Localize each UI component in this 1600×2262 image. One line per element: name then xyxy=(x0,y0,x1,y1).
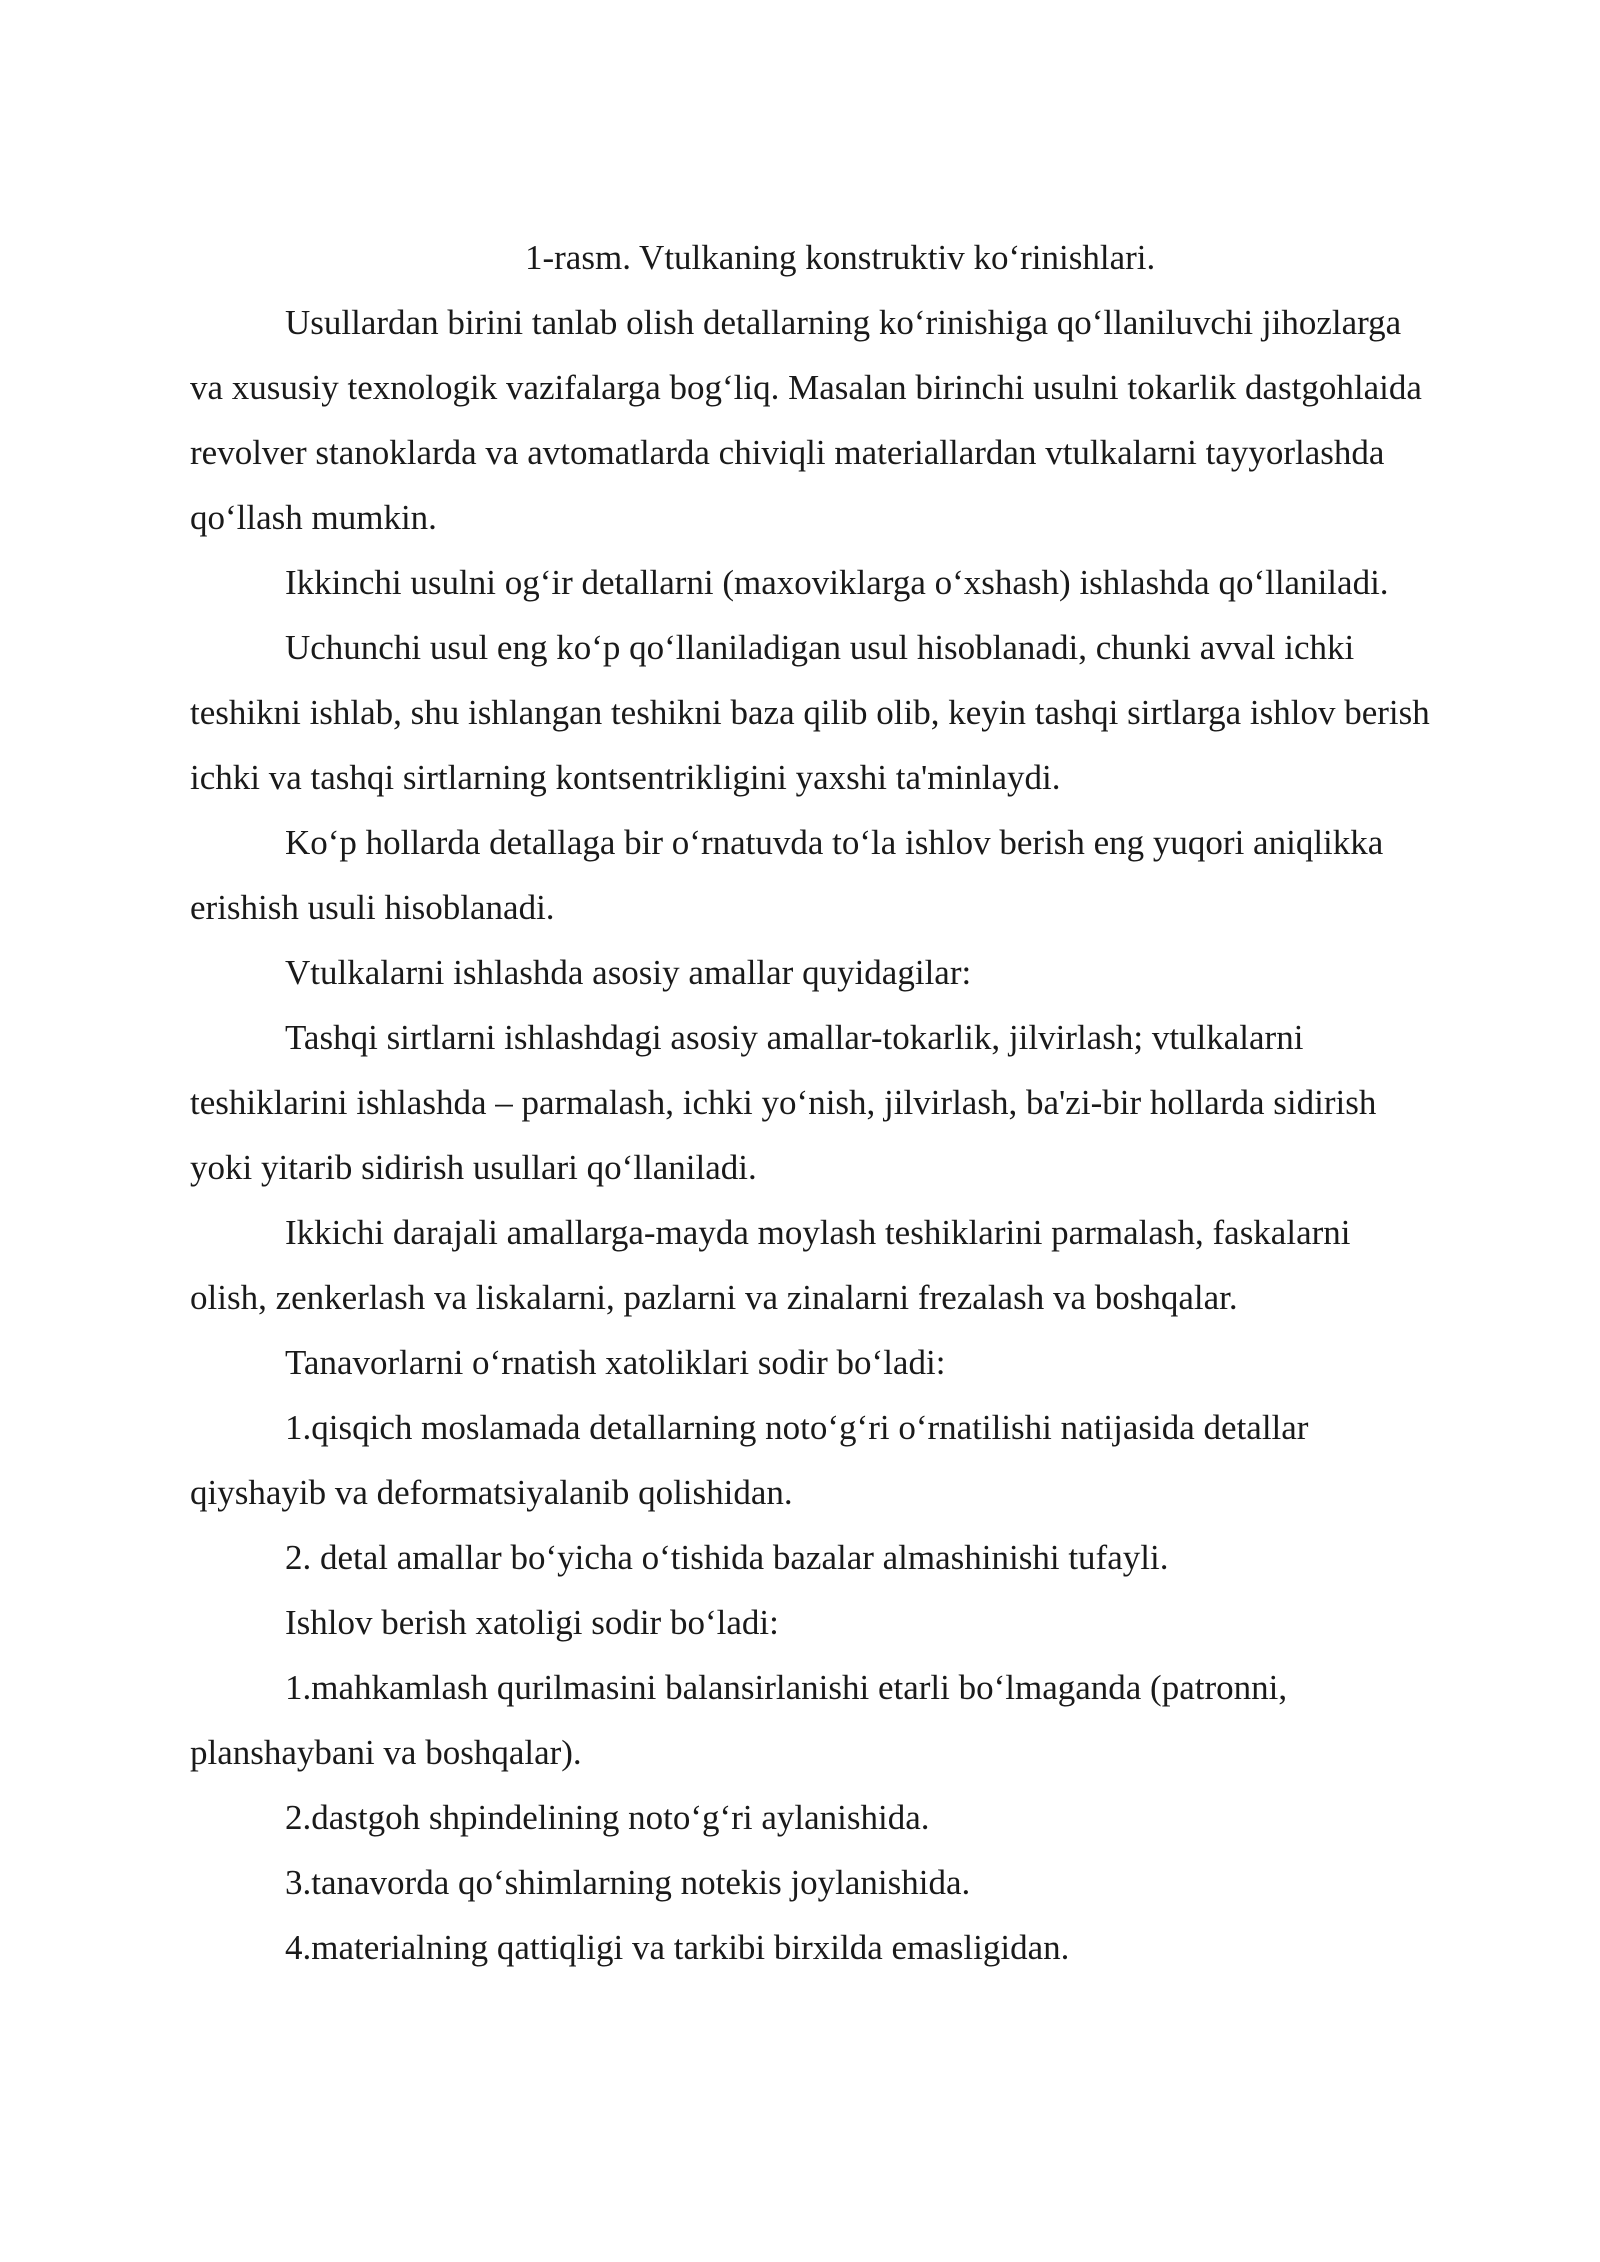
document-body xyxy=(190,225,1435,1980)
paragraph-main-operations: Tashqi sirtlarni ishlashdagi asosiy amallar-tokarlik, jilvirlash; vtulkalarni teshiklarini ishlashda – parmalash, ichki yo‘nish, jilvirlash, ba'zi-bir hollarda sidirish yoki yitarib sidirish usullari qo‘llaniladi. xyxy=(190,1018,1377,1187)
paragraph-method-choice: Usullardan birini tanlab olish detallarning ko‘rinishiga qo‘llaniluvchi jihozlarga va xususiy texnologik vazifalarga bog‘liq. Masalan birinchi usulni tokarlik dastgohlaida revolver stanoklarda va avtomatlarda chiviqli materiallardan vtulkalarni tayyorlashda qo‘llash mumkin. xyxy=(190,303,1422,537)
paragraph-main-operations-intro: Vtulkalarni ishlashda asosiy amallar quyidagilar: xyxy=(285,953,972,992)
paragraph-single-setup: Ko‘p hollarda detallaga bir o‘rnatuvda to‘la ishlov berish eng yuqori aniqlikka erishish usuli hisoblanadi. xyxy=(190,823,1384,927)
list-item-machining-error-2: 2.dastgoh shpindelining noto‘g‘ri aylanishida. xyxy=(285,1798,930,1837)
list-item-machining-error-3: 3.tanavorda qo‘shimlarning notekis joylanishida. xyxy=(285,1863,971,1902)
paragraph-third-method: Uchunchi usul eng ko‘p qo‘llaniladigan usul hisoblanadi, chunki avval ichki teshikni ishlab, shu ishlangan teshikni baza qilib olib, keyin tashqi sirtlarga ishlov berish ichki va tashqi sirtlarning kontsentrikligini yaxshi ta'minlaydi. xyxy=(190,628,1430,797)
paragraph-secondary-operations: Ikkichi darajali amallarga-mayda moylash teshiklarini parmalash, faskalarni olish, zenkerlash va liskalarni, pazlarni va zinalarni frezalash va boshqalar. xyxy=(190,1213,1351,1317)
list-item-setup-error-2: 2. detal amallar bo‘yicha o‘tishida bazalar almashinishi tufayli. xyxy=(285,1538,1169,1577)
paragraph-setup-errors-intro: Tanavorlarni o‘rnatish xatoliklari sodir bo‘ladi: xyxy=(285,1343,946,1382)
paragraph-second-method: Ikkinchi usulni og‘ir detallarni (maxoviklarga o‘xshash) ishlashda qo‘llaniladi. xyxy=(285,563,1389,602)
list-item-machining-error-1: 1.mahkamlash qurilmasini balansirlanishi etarli bo‘lmaganda (patronni, planshaybani va boshqalar). xyxy=(190,1668,1288,1772)
paragraph-machining-errors-intro: Ishlov berish xatoligi sodir bo‘ladi: xyxy=(285,1603,779,1642)
figure-caption: 1-rasm. Vtulkaning konstruktiv ko‘rinishlari. xyxy=(525,238,1156,277)
list-item-setup-error-1: 1.qisqich moslamada detallarning noto‘g‘ri o‘rnatilishi natijasida detallar qiyshayib va deformatsiyalanib qolishidan. xyxy=(190,1408,1309,1512)
list-item-machining-error-4: 4.materialning qattiqligi va tarkibi birxilda emasligidan. xyxy=(285,1928,1070,1967)
